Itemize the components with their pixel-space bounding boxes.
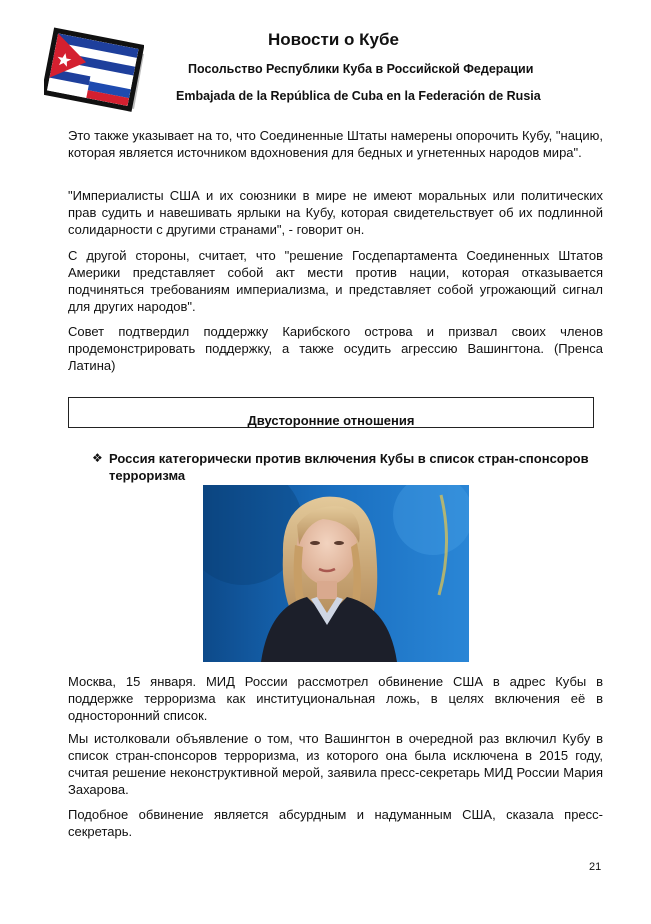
article-paragraph: Совет подтвердил поддержку Карибского острова и призвал своих членов продемонстрировать поддержку, а также осудить агрессию Вашингтона. (Пренса Латина) — [68, 324, 603, 373]
article-paragraph: Москва, 15 января. МИД России рассмотрел обвинение США в адрес Кубы в поддержке терроризма как институциональная ложь, в целях включения её в односторонний список. — [68, 674, 603, 723]
embassy-name-es: Embajada de la República de Cuba en la Federación de Rusia — [176, 89, 541, 103]
section-title: Двусторонние отношения — [247, 413, 415, 428]
page-title: Новости о Кубе — [268, 30, 399, 49]
article-paragraph: Мы истолковали объявление о том, что Вашингтон в очередной раз включил Кубу в список стран-спонсоров терроризма, из которого она была исключена в 2015 году, считая решение неконструктивной мерой, заявила пресс-секретарь МИД России Мария Захарова. — [68, 731, 603, 797]
page-number: 21 — [589, 861, 602, 873]
embassy-name-ru: Посольство Республики Куба в Российской Федерации — [188, 62, 534, 76]
article-paragraph: Подобное обвинение является абсурдным и надуманным США, сказала пресс-секретарь. — [68, 807, 603, 839]
article-paragraph: Это также указывает на то, что Соединенные Штаты намерены опорочить Кубу, "нацию, которая является источником вдохновения для бедных и угнетенных народов мира". — [68, 128, 603, 160]
article-paragraph: "Империалисты США и их союзники в мире не имеют моральных или политических прав судить и навешивать ярлыки на Кубу, которая свидетельствует об их подлинной солидарности с другими странами", - говорит он. — [68, 188, 603, 237]
cuba-russia-flags-icon — [44, 24, 144, 124]
diamond-bullet-icon: ❖ — [92, 451, 103, 465]
article-paragraph: С другой стороны, считает, что "решение Госдепартамента Соединенных Штатов Америки представляет собой акт мести против нации, которая отказывается подчиняться требованиям империализма, и представляет собой угрожающий сигнал для других народов". — [68, 248, 603, 314]
spokesperson-photo — [203, 485, 469, 662]
section-header-box — [68, 397, 594, 428]
news-headline: Россия категорически против включения Кубы в список стран-спонсоров терроризма — [109, 451, 589, 483]
